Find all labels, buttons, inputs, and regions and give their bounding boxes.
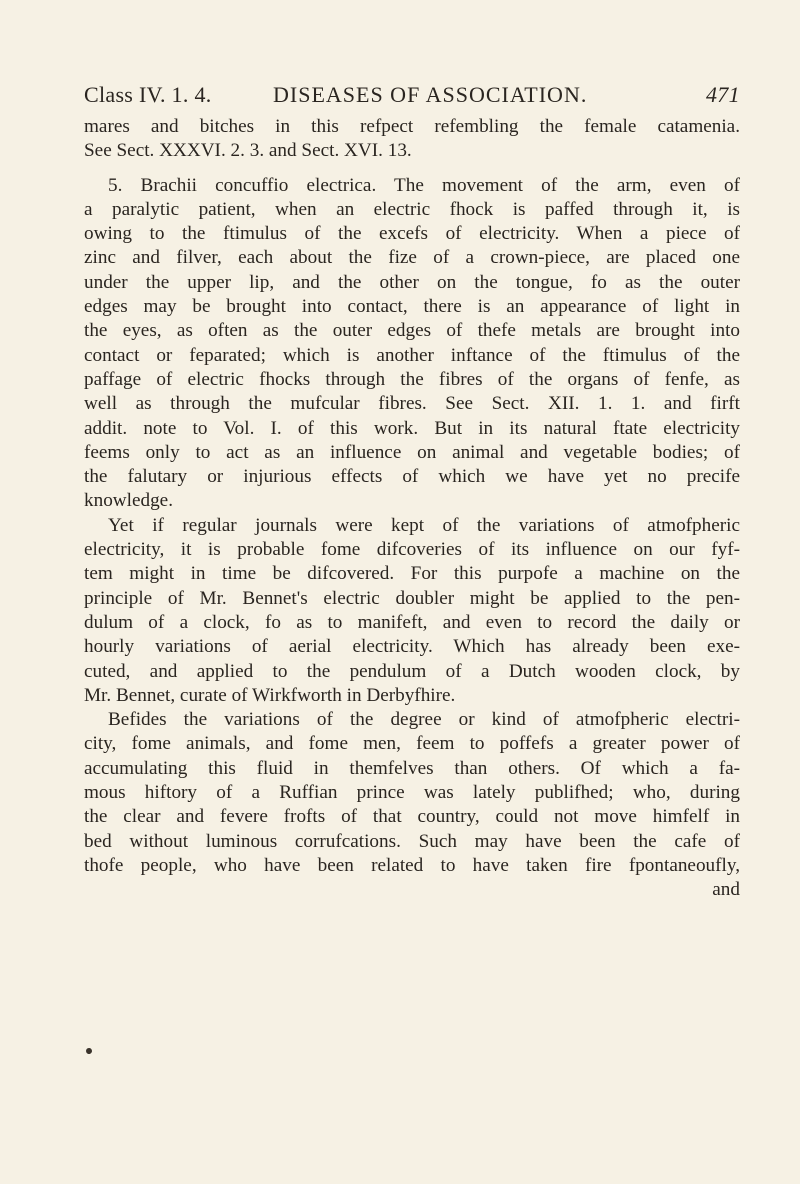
paragraph <box>84 174 740 514</box>
running-head <box>84 82 740 116</box>
chapter-title: DISEASES OF ASSOCIATION. <box>273 82 588 107</box>
text-line: feems only to act as an influence on animal and vegetable bodies; of <box>84 441 740 463</box>
paragraph-gap <box>84 164 740 174</box>
text-line: well as through the mufcular fibres. See Sect. XII. 1. 1. and firft <box>84 393 740 415</box>
text-line: paffage of electric fhocks through the fibres of the organs of fenfe, as <box>84 368 740 390</box>
text-line: under the upper lip, and the other on the tongue, fo as the outer <box>84 271 740 293</box>
ink-mark <box>85 1047 93 1055</box>
text-line: See Sect. XXXVI. 2. 3. and Sect. XVI. 13. <box>84 140 412 162</box>
text-line: the eyes, as often as the outer edges of thefe metals are brought into <box>84 320 740 342</box>
text-line: contact or feparated; which is another inftance of the ftimulus of the <box>84 344 740 366</box>
text-line: electricity, it is probable fome difcoveries of its influence on our fyf- <box>84 539 740 561</box>
body-text <box>84 115 740 903</box>
text-line: city, fome animals, and fome men, feem to poffefs a greater power of <box>84 733 740 755</box>
text-line: owing to the ftimulus of the excefs of electricity. When a piece of <box>84 223 740 245</box>
text-line: hourly variations of aerial electricity. Which has already been exe- <box>84 636 740 658</box>
text-line: principle of Mr. Bennet's electric doubler might be applied to the pen- <box>84 587 740 609</box>
paragraph <box>84 708 740 878</box>
text-line: the falutary or injurious effects of which we have yet no precife <box>84 466 740 488</box>
text-line: mous hiftory of a Ruffian prince was lately publifhed; who, during <box>84 782 740 804</box>
text-line: mares and bitches in this refpect refembling the female catamenia. <box>84 116 740 137</box>
text-line: 5. Brachii concuffio electrica. The movement of the arm, even of <box>108 174 740 196</box>
text-line: dulum of a clock, fo as to manifeft, and even to record the daily or <box>84 611 740 633</box>
text-line: thofe people, who have been related to have taken fire fpontaneoufly, <box>84 854 740 876</box>
text-line: knowledge. <box>84 490 173 512</box>
text-line: cuted, and applied to the pendulum of a Dutch wooden clock, by <box>84 660 740 682</box>
text-line: addit. note to Vol. I. of this work. But in its natural ftate electricity <box>84 417 740 439</box>
class-section-label: Class IV. 1. 4. <box>84 82 212 107</box>
text-line: Yet if regular journals were kept of the variations of atmofpheric <box>108 514 740 536</box>
text-line: zinc and filver, each about the fize of a crown-piece, are placed one <box>84 247 740 269</box>
paragraph <box>84 115 740 164</box>
text-line: bed without luminous corrufcations. Such may have been the cafe of <box>84 830 740 852</box>
page-number: 471 <box>706 82 740 107</box>
text-line: accumulating this fluid in themfelves than others. Of which a fa- <box>84 757 740 779</box>
text-line: the clear and fevere frofts of that country, could not move himfelf in <box>84 806 740 828</box>
paragraph <box>84 514 740 708</box>
text-line: edges may be brought into contact, there is an appearance of light in <box>84 296 740 318</box>
catchword: and <box>712 879 740 901</box>
text-line: tem might in time be difcovered. For this purpofe a machine on the <box>84 563 740 585</box>
text-line: Mr. Bennet, curate of Wirkfworth in Derbyfhire. <box>84 684 456 706</box>
text-line: a paralytic patient, when an electric fhock is paffed through it, is <box>84 198 740 220</box>
text-line: Befides the variations of the degree or kind of atmofpheric electri- <box>108 709 740 731</box>
